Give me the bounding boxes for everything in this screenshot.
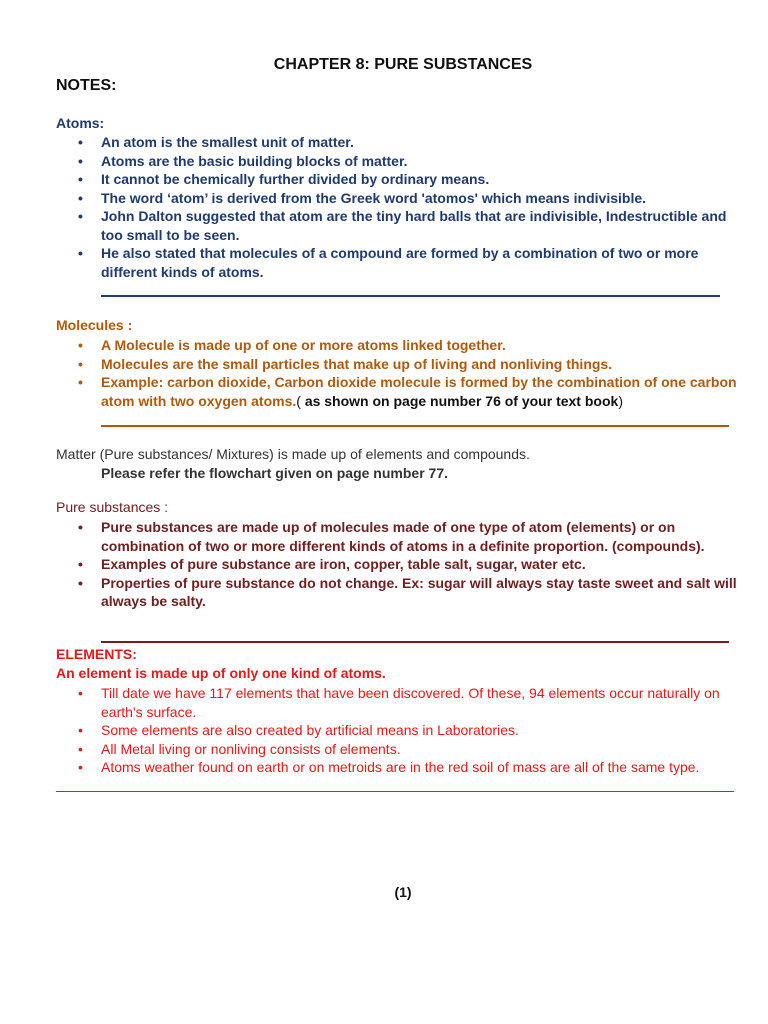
elements-subheading: An element is made up of only one kind of atoms. [56, 665, 386, 681]
list-item: • Pure substances are made up of molecules made of one type of atom (elements) or on combination of two or more different kinds of atoms in a definite proportion. (compounds). [56, 518, 752, 555]
divider [101, 641, 729, 643]
list-item: • Till date we have 117 elements that have been discovered. Of these, 94 elements occur naturally on earth's surface. [56, 684, 752, 721]
list-item: • All Metal living or nonliving consists of elements. [56, 740, 752, 759]
list-item: • It cannot be chemically further divided by ordinary means. [56, 170, 752, 189]
list-item: • A Molecule is made up of one or more atoms linked together. [56, 336, 752, 355]
list-item: • John Dalton suggested that atom are the tiny hard balls that are indivisible, Indestructible and too small to be seen. [56, 207, 752, 244]
list-item [56, 373, 752, 410]
list-item: • Properties of pure substance do not change. Ex: sugar will always stay taste sweet and salt will always be salty. [56, 574, 752, 611]
chapter-title: CHAPTER 8: PURE SUBSTANCES [273, 56, 533, 73]
divider [101, 425, 729, 427]
example-ref: as shown on page number 76 of your text book [304, 392, 619, 409]
page-number: (1) [394, 884, 412, 900]
molecules-heading: Molecules : [56, 317, 133, 333]
pure-substances-list [56, 518, 752, 611]
list-item: • The word ‘atom’ is derived from the Greek word 'atomos' which means indivisible. [56, 189, 752, 208]
list-item: • Examples of pure substance are iron, copper, table salt, sugar, water etc. [56, 555, 752, 574]
example-ref-open: ( [296, 392, 305, 409]
elements-heading: ELEMENTS: [56, 646, 137, 662]
matter-line: Matter (Pure substances/ Mixtures) is made up of elements and compounds. [56, 446, 530, 462]
divider [101, 295, 720, 297]
flowchart-reference: Please refer the flowchart given on page number 77. [101, 465, 448, 481]
pure-substances-heading: Pure substances : [56, 499, 169, 515]
example-ref-close: ) [618, 392, 623, 409]
atoms-list [56, 133, 752, 281]
list-item: • Atoms are the basic building blocks of matter. [56, 152, 752, 171]
divider [56, 791, 734, 792]
molecules-list [56, 336, 752, 410]
list-item: • Molecules are the small particles that make up of living and nonliving things. [56, 355, 752, 374]
notes-label: NOTES: [56, 77, 117, 94]
list-item: • Some elements are also created by artificial means in Laboratories. [56, 721, 752, 740]
example-text: Example: carbon dioxide, Carbon dioxide molecule is formed by the combination of one carbon atom with two oxygen atoms. [101, 374, 737, 409]
list-item: • He also stated that molecules of a compound are formed by a combination of two or more different kinds of atoms. [56, 244, 752, 281]
elements-list [56, 684, 752, 777]
atoms-heading: Atoms: [56, 115, 105, 131]
list-item: • Atoms weather found on earth or on metroids are in the red soil of mass are all of the same type. [56, 758, 752, 777]
list-item: • An atom is the smallest unit of matter. [56, 133, 752, 152]
